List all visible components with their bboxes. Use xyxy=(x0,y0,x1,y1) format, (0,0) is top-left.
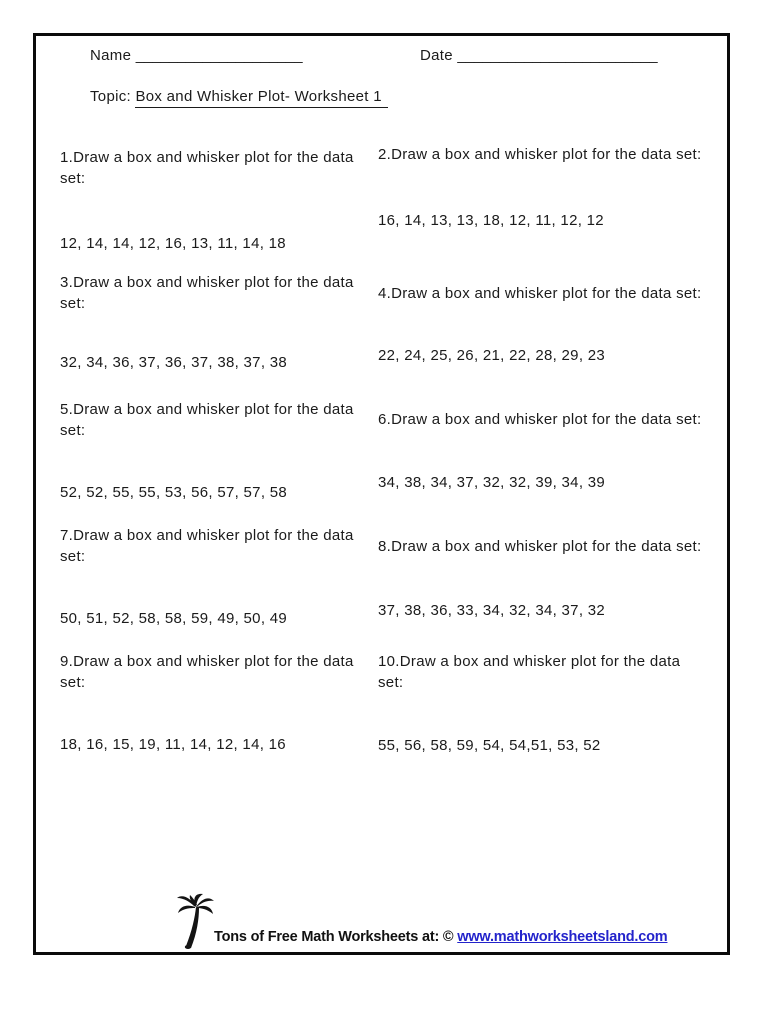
problem-3-data: 32, 34, 36, 37, 36, 37, 38, 37, 38 xyxy=(60,354,288,371)
name-field xyxy=(90,47,303,64)
problem-1-data: 12, 14, 14, 12, 16, 13, 11, 14, 18 xyxy=(60,235,286,252)
problem-5-data: 52, 52, 55, 55, 53, 56, 57, 57, 58 xyxy=(60,484,288,501)
date-label: Date xyxy=(420,47,458,64)
problem-3-prompt: 3.Draw a box and whisker plot for the data set: xyxy=(60,274,354,312)
problem-8-data: 37, 38, 36, 33, 34, 32, 34, 37, 32 xyxy=(378,602,606,619)
problem-7-prompt: 7.Draw a box and whisker plot for the data set: xyxy=(60,527,354,565)
palm-tree-icon xyxy=(176,893,216,951)
topic-line xyxy=(90,88,388,105)
problem-2-data: 16, 14, 13, 13, 18, 12, 11, 12, 12 xyxy=(378,212,604,229)
problem-6-prompt: 6.Draw a box and whisker plot for the data set: xyxy=(378,411,702,428)
problem-4-data: 22, 24, 25, 26, 21, 22, 28, 29, 23 xyxy=(378,347,606,364)
date-field xyxy=(420,47,658,64)
problem-10-prompt: 10.Draw a box and whisker plot for the data set: xyxy=(378,653,681,691)
problem-9-prompt: 9.Draw a box and whisker plot for the data set: xyxy=(60,653,354,691)
problem-2-prompt: 2.Draw a box and whisker plot for the data set: xyxy=(378,146,702,163)
problem-9-data: 18, 16, 15, 19, 11, 14, 12, 14, 16 xyxy=(60,736,286,753)
problem-4-prompt: 4.Draw a box and whisker plot for the data set: xyxy=(378,285,702,302)
topic-title: Box and Whisker Plot- Worksheet 1 xyxy=(135,88,387,108)
problem-10-data: 55, 56, 58, 59, 54, 54,51, 53, 52 xyxy=(378,737,601,754)
footer-text xyxy=(214,929,667,945)
problem-1-prompt: 1.Draw a box and whisker plot for the data set: xyxy=(60,149,354,187)
problem-6-data: 34, 38, 34, 37, 32, 32, 39, 34, 39 xyxy=(378,474,606,491)
problem-5-prompt: 5.Draw a box and whisker plot for the data set: xyxy=(60,401,354,439)
problem-7-data: 50, 51, 52, 58, 58, 59, 49, 50, 49 xyxy=(60,610,288,627)
name-label: Name xyxy=(90,47,136,64)
site-link[interactable]: www.mathworksheetsland.com xyxy=(457,929,668,945)
name-blank-line: ____________________ xyxy=(135,47,303,64)
footer-caption: Tons of Free Math Worksheets at: © xyxy=(214,929,458,945)
problem-8-prompt: 8.Draw a box and whisker plot for the data set: xyxy=(378,538,702,555)
topic-label: Topic: xyxy=(90,88,136,105)
date-blank-line: ________________________ xyxy=(457,47,658,64)
